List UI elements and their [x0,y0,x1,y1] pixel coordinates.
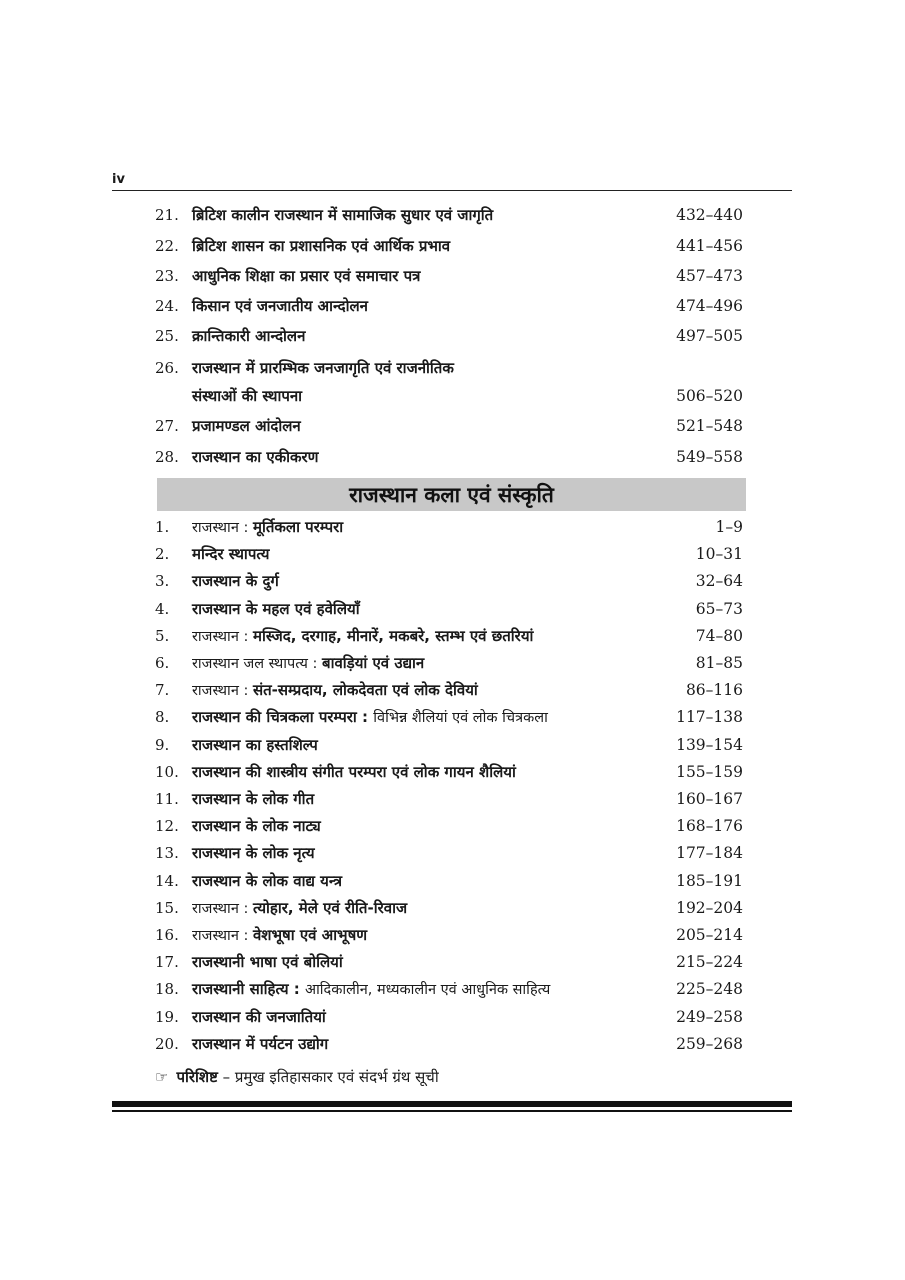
entry-title [192,789,314,810]
entry-title [192,236,450,256]
entry-number: 4. [155,599,170,618]
entry-title-bold: राजस्थान के दुर्ग [192,572,279,591]
entry-title [192,544,269,565]
entry-title-bold: मस्जिद, दरगाह, मीनारें, मकबरे, स्तम्भ एवं छतरियां [252,626,534,645]
entry-title-suffix: विभिन्न शैलियां एवं लोक चित्रकला [373,710,548,727]
entry-title [192,952,343,973]
pointing-hand-icon: ☞ [155,1068,169,1086]
entry-title [192,326,305,346]
appendix-title: परिशिष्ट [176,1068,218,1086]
entry-title [192,296,368,316]
entry-number: 11. [155,790,179,808]
entry-title-bold: राजस्थान में प्रारम्भिक जनजागृति एवं राजनीतिक [192,359,454,377]
entry-pages: 10–31 [695,545,743,564]
entry-title [192,925,367,946]
entry-title-bold: मूर्तिकला परम्परा [252,518,344,536]
entry-title [192,979,550,1000]
entry-title-prefix: राजस्थान : [192,628,253,645]
entry-pages: 185–191 [676,871,743,890]
entry-title-bold: मन्दिर स्थापत्य [192,545,270,564]
entry-pages: 160–167 [676,790,743,808]
entry-title-bold: किसान एवं जनजातीय आन्दोलन [192,297,368,315]
entry-pages: 205–214 [676,926,743,944]
entry-pages: 192–204 [676,898,743,917]
entry-title-prefix: राजस्थान : [192,683,253,700]
entry-title [192,680,478,701]
entry-number: 14. [155,871,179,890]
entry-number: 6. [155,654,170,672]
entry-number: 15. [155,898,179,917]
entry-number: 20. [155,1034,179,1053]
entry-title [192,599,360,620]
entry-title [192,517,343,538]
entry-pages: 225–248 [676,980,743,999]
entry-pages: 474–496 [676,297,743,315]
appendix-entry [155,1067,439,1087]
entry-pages: 549–558 [676,448,743,466]
entry-pages: 117–138 [676,708,743,727]
entry-title [192,205,493,225]
entry-title-bold: राजस्थान का एकीकरण [192,448,319,466]
entry-title [192,707,548,728]
entry-title-bold: त्योहार, मेले एवं रीति-रिवाज [252,898,408,917]
entry-pages: 155–159 [676,762,743,781]
entry-pages: 506–520 [676,387,743,405]
entry-title-bold: राजस्थान में पर्यटन उद्योग [192,1034,329,1053]
entry-title [192,898,407,919]
entry-title-bold: राजस्थान के लोक वाद्य यन्त्र [192,871,342,890]
entry-number: 27. [155,417,179,435]
footer-rule-thin [112,1110,792,1112]
entry-pages: 441–456 [676,237,743,255]
entry-pages: 86–116 [685,681,743,700]
entry-title-prefix: राजस्थान : [192,928,253,944]
entry-pages: 177–184 [676,844,743,863]
entry-title-bold: राजस्थान की शास्त्रीय संगीत परम्परा एवं लोक गायन शैलियां [192,762,516,781]
entry-pages: 65–73 [695,599,743,618]
entry-number: 26. [155,359,179,377]
entry-pages: 168–176 [676,817,743,836]
entry-title [192,626,533,647]
entry-title [192,358,454,378]
entry-title [192,653,424,674]
entry-title [192,843,315,864]
entry-number: 18. [155,980,179,999]
entry-title [192,871,342,892]
entry-number: 13. [155,844,179,863]
entry-pages: 432–440 [676,206,743,224]
entry-pages: 81–85 [695,654,743,672]
entry-pages: 521–548 [676,417,743,435]
entry-pages: 249–258 [676,1007,743,1026]
entry-pages: 497–505 [676,327,743,345]
entry-title [192,816,321,837]
entry-number: 9. [155,735,170,754]
header-rule [112,190,792,191]
entry-title-bold: क्रान्तिकारी आन्दोलन [192,327,306,345]
entry-title-bold: राजस्थान के महल एवं हवेलियाँ [192,599,360,618]
entry-title-bold: राजस्थान की जनजातियां [192,1007,326,1026]
entry-number: 23. [155,267,179,285]
page-number: iv [112,172,125,187]
entry-title-bold: राजस्थान के लोक नृत्य [192,844,315,863]
entry-title-bold: ब्रिटिश शासन का प्रशासनिक एवं आर्थिक प्रभाव [192,237,451,255]
entry-number: 24. [155,297,179,315]
entry-number: 28. [155,448,179,466]
entry-title [192,447,319,467]
footer-rule-thick [112,1101,792,1107]
entry-title [192,266,420,286]
entry-number: 12. [155,817,179,836]
entry-number: 25. [155,327,179,345]
section-heading: राजस्थान कला एवं संस्कृति [349,482,554,507]
entry-number: 5. [155,626,170,645]
entry-title-prefix: राजस्थान : [192,900,253,917]
entry-title-bold: आधुनिक शिक्षा का प्रसार एवं समाचार पत्र [192,267,421,285]
entry-number: 10. [155,762,179,781]
entry-title [192,571,279,592]
entry-number: 21. [155,206,179,224]
entry-number: 19. [155,1007,179,1026]
entry-title-bold: ब्रिटिश कालीन राजस्थान में सामाजिक सुधार एवं जागृति [192,206,494,224]
entry-pages: 215–224 [676,953,743,972]
entry-title-bold: संस्थाओं की स्थापना [192,387,303,405]
entry-pages: 32–64 [695,572,743,591]
entry-number: 17. [155,953,179,972]
entry-title-bold: बावड़ियां एवं उद्यान [322,654,425,672]
entry-number: 8. [155,708,170,727]
entry-pages: 139–154 [676,735,743,754]
entry-title-bold: राजस्थान के लोक नाट्य [192,817,321,836]
entry-title-bold: राजस्थानी साहित्य : [192,980,305,999]
entry-number: 22. [155,237,179,255]
entry-number: 2. [155,545,170,564]
section-heading-band [157,478,746,511]
entry-title-bold: प्रजामण्डल आंदोलन [192,417,301,435]
appendix-description: – प्रमुख इतिहासकार एवं संदर्भ ग्रंथ सूची [217,1068,439,1086]
entry-number: 3. [155,572,170,591]
entry-number: 16. [155,926,179,944]
entry-title-bold: राजस्थानी भाषा एवं बोलियां [192,953,343,972]
entry-pages: 74–80 [695,626,743,645]
entry-title [192,735,318,756]
entry-title-bold: वेशभूषा एवं आभूषण [252,926,368,944]
entry-title [192,762,516,783]
entry-title [192,416,301,436]
entry-pages: 1–9 [715,518,743,536]
entry-title-bold: राजस्थान की चित्रकला परम्परा : [192,708,374,727]
entry-title-bold: संत-सम्प्रदाय, लोकदेवता एवं लोक देवियां [252,681,478,700]
entry-title [192,386,302,406]
entry-pages: 259–268 [676,1034,743,1053]
entry-title-bold: राजस्थान के लोक गीत [192,790,315,808]
entry-title [192,1034,328,1055]
entry-number: 7. [155,681,170,700]
entry-title-prefix: राजस्थान : [192,520,253,536]
entry-title-prefix: राजस्थान जल स्थापत्य : [192,656,322,672]
entry-pages: 457–473 [676,267,743,285]
entry-title-suffix: आदिकालीन, मध्यकालीन एवं आधुनिक साहित्य [304,982,551,999]
entry-number: 1. [155,518,170,536]
entry-title [192,1007,326,1028]
entry-title-bold: राजस्थान का हस्तशिल्प [192,735,318,754]
